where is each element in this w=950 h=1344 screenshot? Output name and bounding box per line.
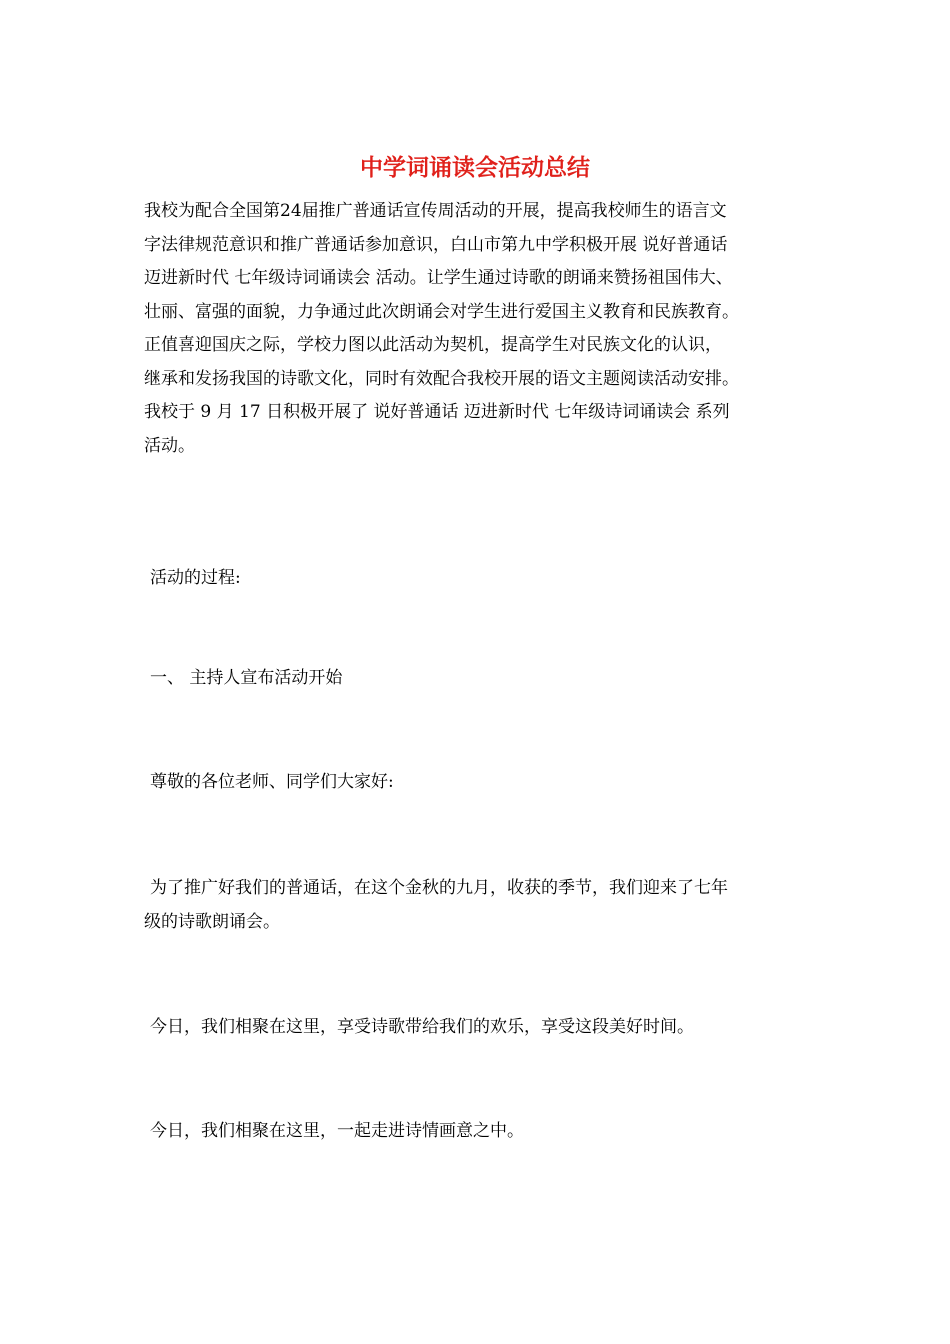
intro-line: 迈进新时代 七年级诗词诵读会 活动。让学生通过诗歌的朗诵来赞扬祖国伟大、 bbox=[144, 268, 733, 288]
intro-paragraph bbox=[144, 195, 814, 463]
intro-line: 继承和发扬我国的诗歌文化，同时有效配合我校开展的语文主题阅读活动安排。 bbox=[144, 368, 739, 389]
intro-line: 我校为配合全国第24届推广普通话宣传周活动的开展，提高我校师生的语言文 bbox=[144, 201, 727, 221]
process-heading: 活动的过程: bbox=[150, 568, 241, 588]
autumn-paragraph-line-1: 为了推广好我们的普通话，在这个金秋的九月，收获的季节，我们迎来了七年 bbox=[150, 878, 728, 898]
intro-line: 正值喜迎国庆之际，学校力图以此活动为契机，提高学生对民族文化的认识， bbox=[144, 335, 722, 355]
intro-line: 字法律规范意识和推广普通话参加意识，白山市第九中学积极开展 说好普通话 bbox=[144, 234, 728, 255]
intro-line: 壮丽、富强的面貌，力争通过此次朗诵会对学生进行爱国主义教育和民族教育。 bbox=[144, 301, 739, 322]
intro-line: 活动。 bbox=[144, 435, 195, 456]
autumn-paragraph-line-2: 级的诗歌朗诵会。 bbox=[144, 912, 280, 932]
section-one-heading: 一、 主持人宣布活动开始 bbox=[150, 668, 343, 688]
intro-line: 我校于 9 月 17 日积极开展了 说好普通话 迈进新时代 七年级诗词诵读会 系列 bbox=[144, 402, 730, 422]
greeting-line: 尊敬的各位老师、同学们大家好: bbox=[150, 772, 394, 792]
today-paragraph-1: 今日，我们相聚在这里，享受诗歌带给我们的欢乐，享受这段美好时间。 bbox=[150, 1017, 694, 1037]
document-title: 中学词诵读会活动总结 bbox=[360, 154, 590, 181]
today-paragraph-2: 今日，我们相聚在这里，一起走进诗情画意之中。 bbox=[150, 1121, 524, 1141]
